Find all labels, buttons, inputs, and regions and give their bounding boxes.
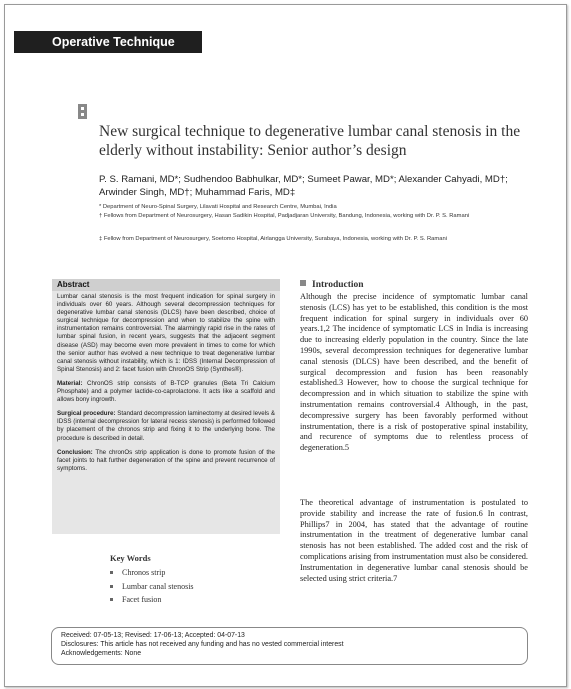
article-info-box: [51, 627, 528, 665]
keywords-heading: Key Words: [110, 553, 151, 563]
keywords-list: [110, 566, 194, 607]
abstract-procedure: [57, 410, 275, 442]
material-label: Material:: [57, 379, 83, 387]
introduction-heading-text: Introduction: [312, 280, 364, 290]
abstract-heading: Abstract: [52, 279, 280, 291]
acknowledgements: Acknowledgements: None: [61, 650, 142, 658]
procedure-label: Surgical procedure:: [57, 410, 116, 418]
keyword-item: Lumbar canal stenosis: [110, 580, 194, 594]
introduction-paragraph-2: The theoretical advantage of instrumentation is postulated to provide stability and increase the rate of fusion.6 In contrast, Phillips7 in 2004, has stated that the advantage of routine instrumentation in the treatment of degenerative lumbar canal stenosis has not been established. The added cost and the risk of complications arising from instrumentation must also be considered. Instrumentation in degenerative lumbar canal stenosis should be selected using strict criteria.7: [300, 498, 528, 583]
grip-icon: [78, 104, 87, 119]
author-list: [99, 173, 539, 199]
disclosures: Disclosures: This article has not received any funding and has no vested commercial interest: [61, 641, 344, 649]
section-label: Operative Technique: [14, 31, 202, 53]
keyword-item: Chronos strip: [110, 566, 194, 580]
authors-line-1: P. S. Ramani, MD*; Sudhendoo Babhulkar, MD*; Sumeet Pawar, MD*; Alexander Cahyadi, MD†;: [99, 174, 508, 185]
article-title: New surgical technique to degenerative lumbar canal stenosis in the elderly without instability: Senior author’s design: [99, 123, 521, 159]
affiliation-2: † Fellows from Department of Neurosurgery, Hasan Sadikin Hospital, Padjadjaran University, Bandung, Indonesia, working with Dr. P. S. Ramani: [99, 213, 470, 219]
abstract-body: Lumbar canal stenosis is the most frequent indication for spinal surgery in individuals over 60 years. Although several decompression techniques for degenerative lumbar canal stenosis (DLCS) have been described, choice of surgical technique for decompression and when to stabilize the spine with instrumentation remains controversial. The alarmingly rapid rise in the rates of lumbar spinal fusion, in recent years, suggests that the adjacent segment disease (ASD) may become even more prevalent in times to come for which the senior author has evolved a new technique to treat degenerative lumbar canal stenosis without instability, which is 1: IDSS (Internal Decompression of Spinal Stenosis) and 2: facet fusion with ChronOS Strip (Synthes®).: [57, 293, 275, 373]
received-dates: Received: 07-05-13; Revised: 17-06-13; Accepted: 04-07-13: [61, 632, 245, 639]
procedure-text: Standard decompression laminectomy at desired levels & IDSS (internal decompression for lateral recess stenosis) is performed followed by placement of the chronos strip and fixing it to the underlying bone. The procedure is described in detail.: [57, 410, 275, 442]
abstract-material: [57, 380, 275, 404]
conclusion-label: Conclusion:: [57, 448, 93, 456]
affiliation-3: ‡ Fellow from Department of Neurosurgery, Soetomo Hospital, Airlangga University, Surabaya, Indonesia, working with Dr. P. S. Ramani: [99, 236, 447, 242]
square-bullet-icon: [300, 280, 306, 286]
material-text: ChronOS strip consists of B-TCP granules (Beta Tri Calcium Phosphate) and a polymer lactide-co-caprolactone. It acts like a scaffold and allows bony ingrowth.: [57, 379, 275, 404]
abstract-box: [52, 279, 280, 534]
keyword-item: Facet fusion: [110, 593, 194, 607]
conclusion-text: The chronOs strip application is done to promote fusion of the facet joints to halt further degeneration of the spine and prevent recurrence of symptoms.: [57, 448, 275, 472]
affiliation-1: * Department of Neuro-Spinal Surgery, Lilavati Hospital and Research Centre, Mumbai, India: [99, 204, 337, 210]
introduction-paragraph-1: Although the precise incidence of symptomatic lumbar canal stenosis (LCS) has yet to be established, this condition is the most frequent indication for spinal surgery in individuals over 60 years.1,2 The incidence of symptomatic LCS in India is increasing due to increasing elderly population in the country. Since the late 1990s, several decompression techniques for degenerative lumbar canal stenosis (DLCS) have been described, and the benefit of surgical decompression and fusion has been reasonably established.3 However, how to choose the surgical technique for decompression and in which situation to stabilize the spine with instrumentation remains controversial.4 Although, in the past, decompressive surgery has been favorably performed without instrumentation, there is a risk of postoperative spinal instability, and recurence of symptoms due to relentless process of degeneration.5: [300, 292, 528, 453]
abstract-conclusion: [57, 449, 275, 473]
introduction-heading: [300, 280, 364, 290]
authors-line-2: Arwinder Singh, MD†; Muhammad Faris, MD‡: [99, 187, 296, 198]
